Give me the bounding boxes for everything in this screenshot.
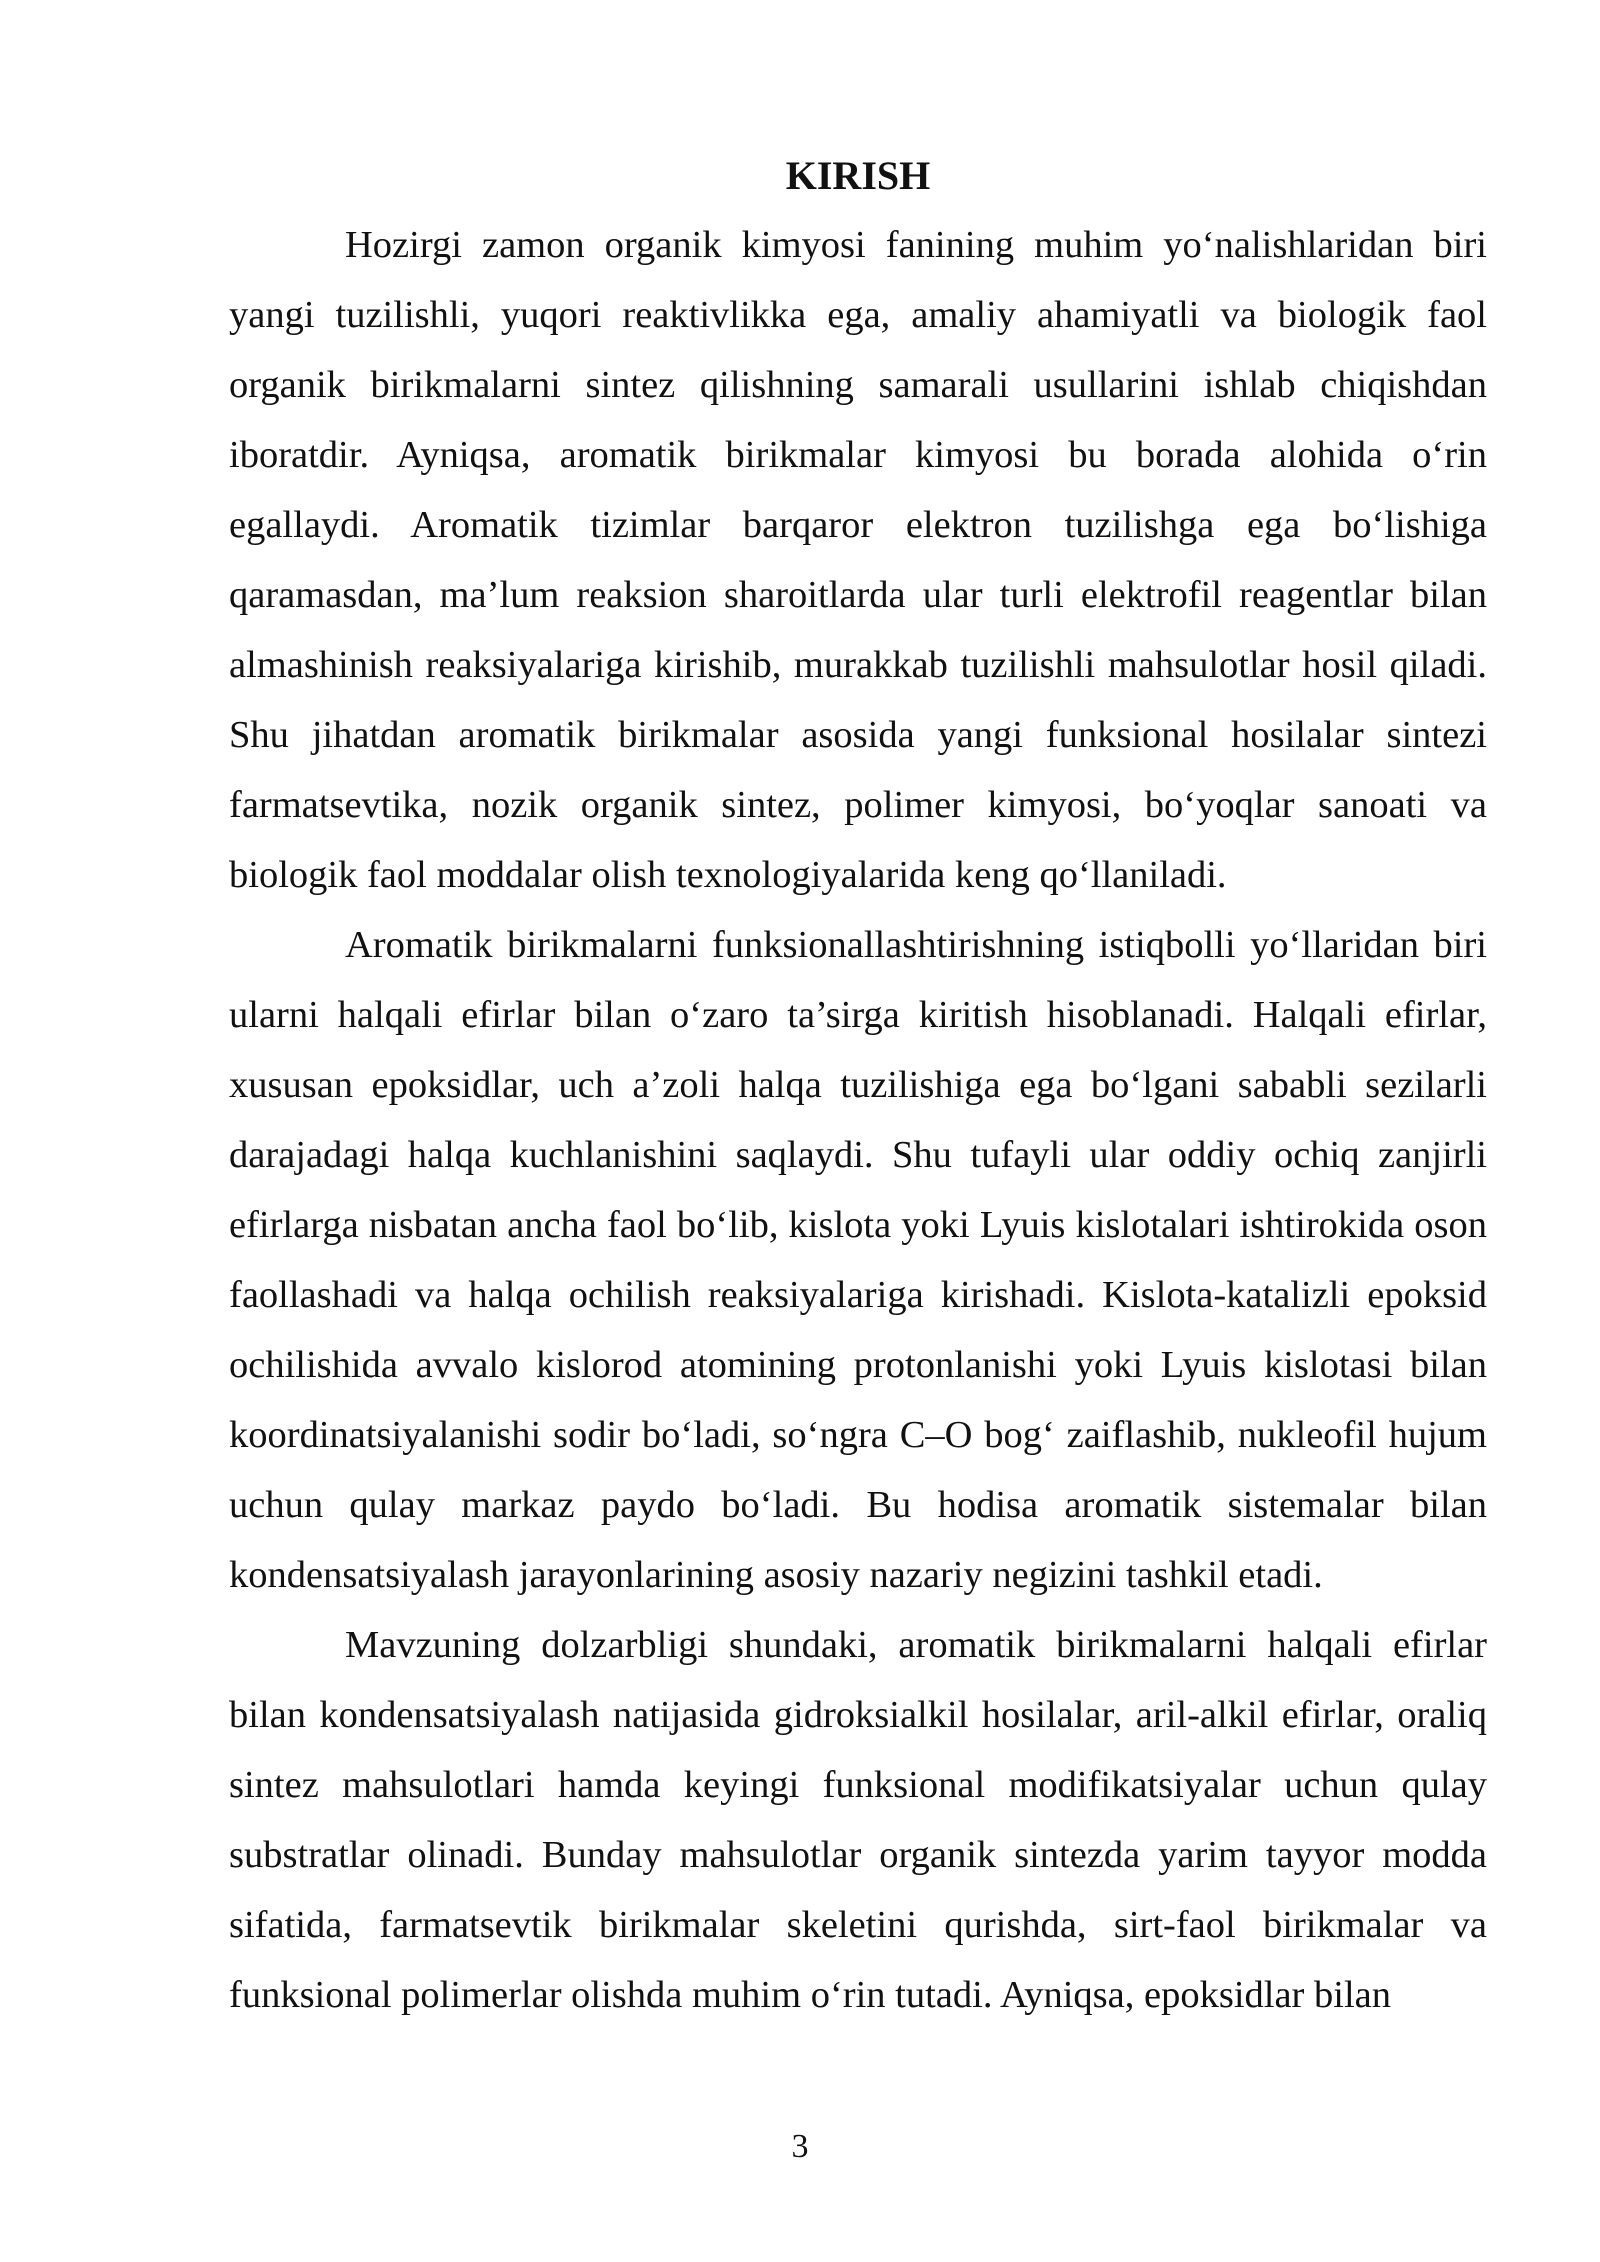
page-body: [229, 150, 1487, 2030]
paragraph-1: Hozirgi zamon organik kimyosi fanining muhim yo‘nalishlaridan biri yangi tuzilishli, yuqori reaktivlikka ega, amaliy ahamiyatli va biologik faol organik birikmalarni sintez qilishning samarali usullarini ishlab chiqishdan iboratdir. Ayniqsa, aromatik birikmalar kimyosi bu borada alohida o‘rin egallaydi. Aromatik tizimlar barqaror elektron tuzilishga ega bo‘lishiga qaramasdan, ma’lum reaksion sharoitlarda ular turli elektrofil reagentlar bilan almashinish reaksiyalariga kirishib, murakkab tuzilishli mahsulotlar hosil qiladi. Shu jihatdan aromatik birikmalar asosida yangi funksional hosilalar sintezi farmatsevtika, nozik organik sintez, polimer kimyosi, bo‘yoqlar sanoati va biologik faol moddalar olish texnologiyalarida keng qo‘llaniladi.: [229, 224, 1487, 896]
section-heading: KIRISH: [785, 153, 931, 198]
paragraph-3: Mavzuning dolzarbligi shundaki, aromatik birikmalarni halqali efirlar bilan kondensatsiyalash natijasida gidroksialkil hosilalar, aril-alkil efirlar, oraliq sintez mahsulotlari hamda keyingi funksional modifikatsiyalar uchun qulay substratlar olinadi. Bunday mahsulotlar organik sintezda yarim tayyor modda sifatida, farmatsevtik birikmalar skeletini qurishda, sirt-faol birikmalar va funksional polimerlar olishda muhim o‘rin tutadi. Ayniqsa, epoksidlar bilan: [229, 1624, 1487, 2016]
page-number: 3: [791, 2128, 809, 2165]
paragraph-2: Aromatik birikmalarni funksionallashtirishning istiqbolli yo‘llaridan biri ularni halqali efirlar bilan o‘zaro ta’sirga kiritish hisoblanadi. Halqali efirlar, xususan epoksidlar, uch a’zoli halqa tuzilishiga ega bo‘lgani sababli sezilarli darajadagi halqa kuchlanishini saqlaydi. Shu tufayli ular oddiy ochiq zanjirli efirlarga nisbatan ancha faol bo‘lib, kislota yoki Lyuis kislotalari ishtirokida oson faollashadi va halqa ochilish reaksiyalariga kirishadi. Kislota-katalizli epoksid ochilishida avvalo kislorod atomining protonlanishi yoki Lyuis kislotasi bilan koordinatsiyalanishi sodir bo‘ladi, so‘ngra C–O bog‘ zaiflashib, nukleofil hujum uchun qulay markaz paydo bo‘ladi. Bu hodisa aromatik sistemalar bilan kondensatsiyalash jarayonlarining asosiy nazariy negizini tashkil etadi.: [229, 924, 1487, 1596]
